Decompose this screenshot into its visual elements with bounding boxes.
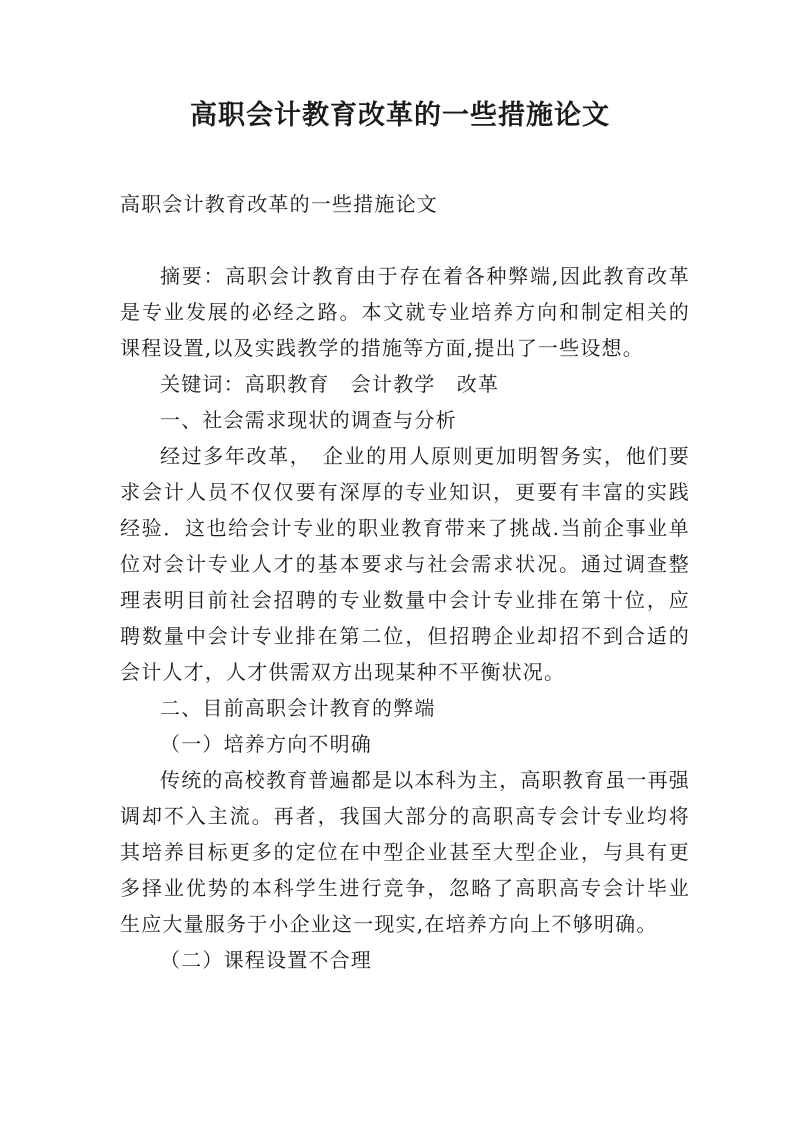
section-2-2-heading: （二）课程设置不合理 [160, 948, 372, 972]
section-1-paragraph: 经过多年改革， 企业的用人原则更加明智务实，他们要求会计人员不仅仅要有深厚的专业知识，更要有丰富的实践经验．这也给会计专业的职业教育带来了挑战.当前企事业单位对会计专业人才的基本要求与社会需求状况。通过调查整理表明目前社会招聘的专业数量中会计专业排在第十位，应聘数量中会计专业排在第二位，但招聘企业却招不到合适的会计人才，人才供需双方出现某种不平衡状况。 [120, 444, 690, 684]
keywords-line: 关键词：高职教育 会计教学 改革 [160, 372, 500, 396]
section-2-1-paragraph: 传统的高校教育普遍都是以本科为主，高职教育虽一再强调却不入主流。再者，我国大部分的高职高专会计专业均将其培养目标更多的定位在中型企业甚至大型企业，与具有更多择业优势的本科学生进行竞争，忽略了高职高专会计毕业生应大量服务于小企业这一现实,在培养方向上不够明确。 [120, 768, 690, 936]
section-2-heading: 二、目前高职会计教育的弊端 [160, 696, 436, 720]
section-1-heading: 一、社会需求现状的调查与分析 [160, 408, 457, 432]
document-subtitle: 高职会计教育改革的一些措施论文 [120, 192, 438, 216]
section-2-1-heading: （一）培养方向不明确 [160, 732, 372, 756]
document-body [120, 186, 690, 978]
document-title: 高职会计教育改革的一些措施论文 [190, 100, 610, 131]
abstract-paragraph: 摘要：高职会计教育由于存在着各种弊端,因此教育改革是专业发展的必经之路。本文就专业培养方向和制定相关的课程设置,以及实践教学的措施等方面,提出了一些设想。 [120, 264, 690, 360]
